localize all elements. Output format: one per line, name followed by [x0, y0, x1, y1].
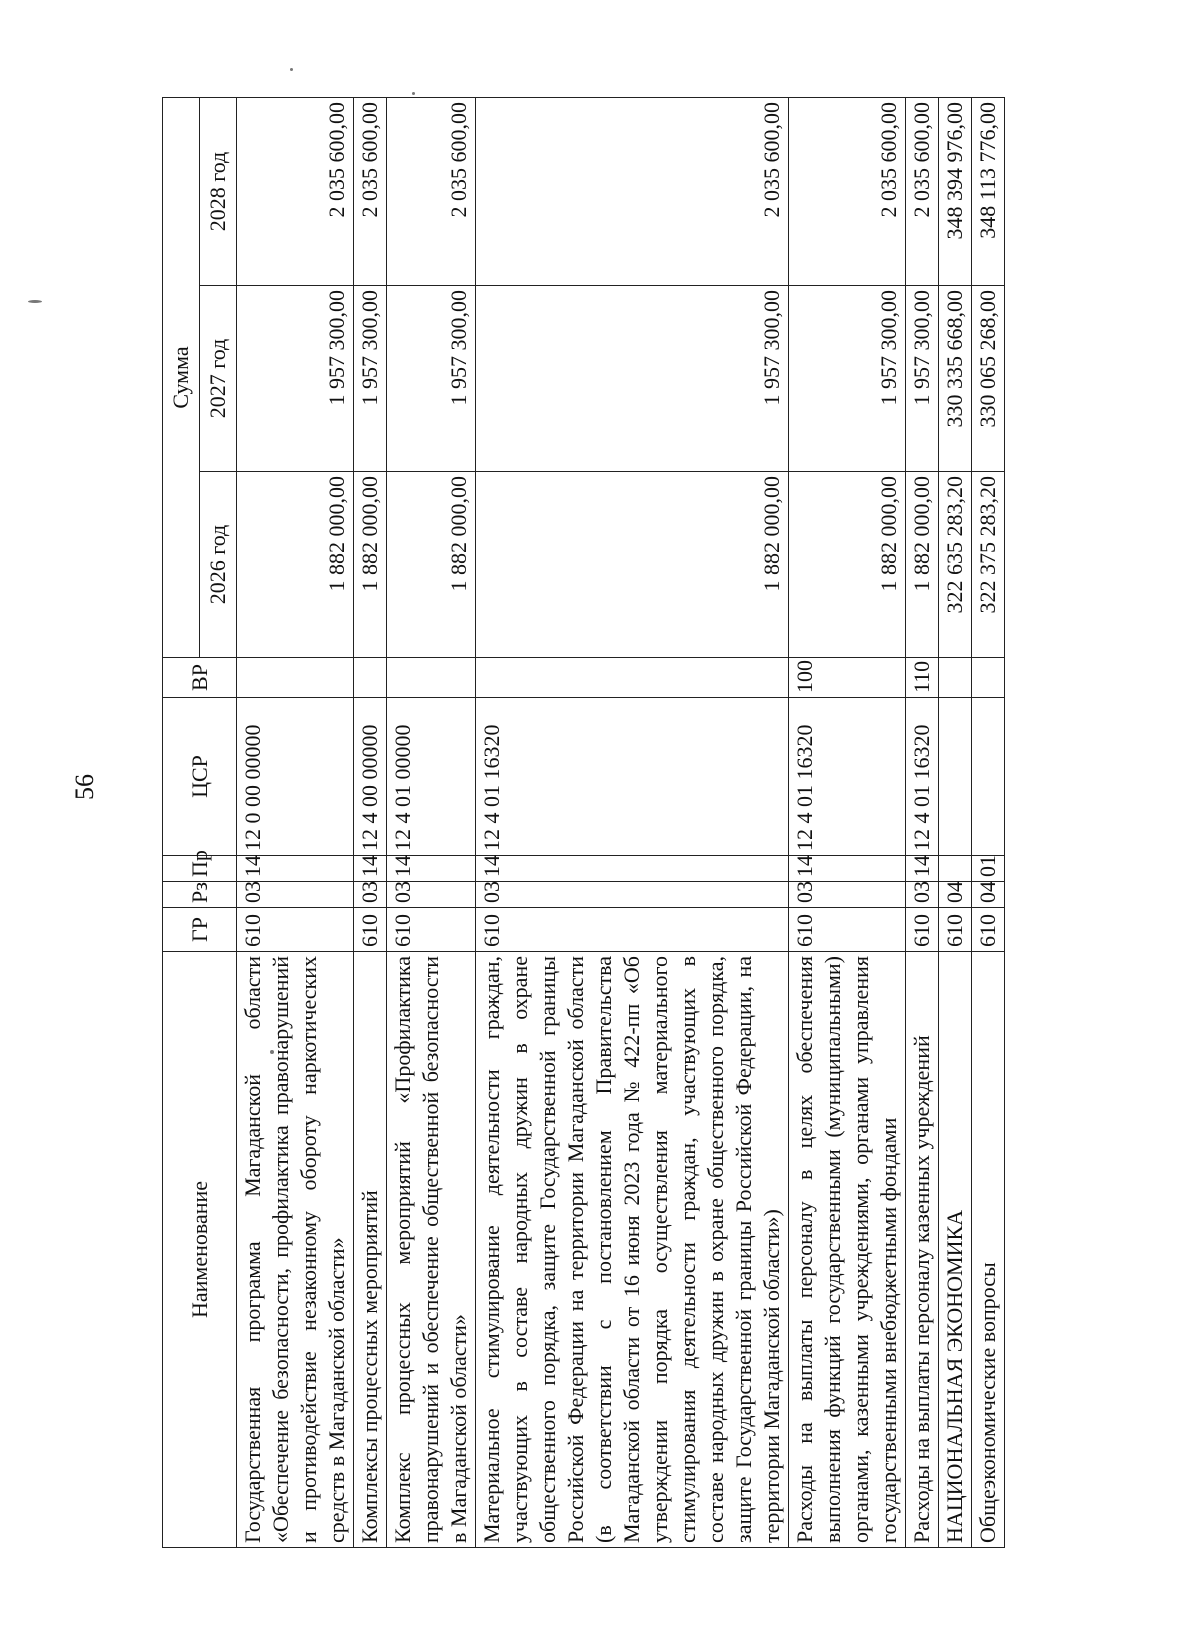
- cell-name: Общеэкономические вопросы: [972, 952, 1005, 1548]
- cell-gr: 610: [237, 908, 354, 952]
- cell-rz: 03: [354, 882, 387, 908]
- header-rz: Рз: [163, 882, 237, 908]
- budget-table: [162, 97, 1005, 1548]
- cell-csr: 12 0 00 00000: [237, 698, 354, 856]
- cell-pr: 14: [387, 856, 476, 882]
- table-row: [237, 98, 354, 1548]
- cell-2028: 2 035 600,00: [789, 98, 906, 286]
- cell-name: Комплекс процессных мероприятий «Профилактика правонарушений и обеспечение общественной безопасности в Магаданской области»: [387, 952, 476, 1548]
- cell-rz: 03: [906, 882, 939, 908]
- cell-2028: 2 035 600,00: [476, 98, 789, 286]
- cell-2026: 1 882 000,00: [354, 472, 387, 658]
- table-row: [939, 98, 972, 1548]
- cell-pr: [939, 856, 972, 882]
- header-2026: 2026 год: [200, 472, 237, 658]
- cell-2027: 1 957 300,00: [387, 286, 476, 472]
- cell-2028: 348 394 976,00: [939, 98, 972, 286]
- cell-2026: 1 882 000,00: [476, 472, 789, 658]
- cell-csr: 12 4 00 00000: [354, 698, 387, 856]
- header-2028: 2028 год: [200, 98, 237, 286]
- cell-gr: 610: [387, 908, 476, 952]
- cell-pr: 14: [906, 856, 939, 882]
- cell-2027: 1 957 300,00: [476, 286, 789, 472]
- cell-name: Государственная программа Магаданской области «Обеспечение безопасности, профилактика правонарушений и противодействие незаконному обороту наркотических средств в Магаданской области»: [237, 952, 354, 1548]
- cell-2026: 322 635 283,20: [939, 472, 972, 658]
- cell-pr: 14: [354, 856, 387, 882]
- header-2027: 2027 год: [200, 286, 237, 472]
- cell-csr: [972, 698, 1005, 856]
- cell-csr: [939, 698, 972, 856]
- cell-name: Расходы на выплаты персоналу в целях обеспечения выполнения функций государственными (муниципальными) органами, казенными учреждениями, органами управления государственными внебюджетными фондами: [789, 952, 906, 1548]
- header-csr: ЦСР: [163, 698, 237, 856]
- table-row: [972, 98, 1005, 1548]
- cell-csr: 12 4 01 16320: [476, 698, 789, 856]
- header-pr: Пр: [163, 856, 237, 882]
- cell-gr: 610: [354, 908, 387, 952]
- cell-vr: [972, 658, 1005, 698]
- cell-2026: 1 882 000,00: [789, 472, 906, 658]
- cell-2027: 1 957 300,00: [906, 286, 939, 472]
- cell-2026: 1 882 000,00: [387, 472, 476, 658]
- cell-vr: [237, 658, 354, 698]
- cell-vr: 110: [906, 658, 939, 698]
- cell-2026: 1 882 000,00: [237, 472, 354, 658]
- header-sum: Сумма: [163, 98, 200, 658]
- cell-rz: 03: [789, 882, 906, 908]
- cell-pr: 14: [237, 856, 354, 882]
- scan-speck: [290, 68, 293, 71]
- header-gr: ГР: [163, 908, 237, 952]
- cell-csr: 12 4 01 16320: [906, 698, 939, 856]
- cell-2028: 2 035 600,00: [354, 98, 387, 286]
- table-row: [387, 98, 476, 1548]
- cell-gr: 610: [789, 908, 906, 952]
- scan-speck: [28, 300, 42, 303]
- cell-name: Комплексы процессных мероприятий: [354, 952, 387, 1548]
- cell-2026: 322 375 283,20: [972, 472, 1005, 658]
- cell-name: Материальное стимулирование деятельности граждан, участвующих в составе народных дружин в охране общественного порядка, защите Государственной границы Российской Федерации на территории Магаданской области (в соответствии с постановлением Правительства Магаданской области от 16 июня 2023 года № 422-пп «Об утверждении порядка осуществления материального стимулирования деятельности граждан, участвующих в составе народных дружин в охране общественного порядка, защите Государственной границы Российской Федерации, на территории Магаданской области»): [476, 952, 789, 1548]
- table-row: [906, 98, 939, 1548]
- cell-pr: 14: [789, 856, 906, 882]
- cell-pr: 01: [972, 856, 1005, 882]
- header-vr: ВР: [163, 658, 237, 698]
- cell-2028: 2 035 600,00: [237, 98, 354, 286]
- cell-2027: 1 957 300,00: [237, 286, 354, 472]
- cell-csr: 12 4 01 00000: [387, 698, 476, 856]
- table-row: [789, 98, 906, 1548]
- cell-2027: 330 335 668,00: [939, 286, 972, 472]
- cell-2028: 2 035 600,00: [387, 98, 476, 286]
- table-row: [476, 98, 789, 1548]
- rotated-table-container: [162, 98, 1005, 1548]
- cell-vr: [387, 658, 476, 698]
- cell-vr: [476, 658, 789, 698]
- cell-name: НАЦИОНАЛЬНАЯ ЭКОНОМИКА: [939, 952, 972, 1548]
- table-row: [354, 98, 387, 1548]
- cell-name: Расходы на выплаты персоналу казенных учреждений: [906, 952, 939, 1548]
- cell-2028: 2 035 600,00: [906, 98, 939, 286]
- cell-pr: 14: [476, 856, 789, 882]
- cell-vr: [939, 658, 972, 698]
- cell-gr: 610: [939, 908, 972, 952]
- cell-rz: 03: [476, 882, 789, 908]
- cell-gr: 610: [972, 908, 1005, 952]
- cell-rz: 03: [237, 882, 354, 908]
- scan-speck: [412, 92, 415, 95]
- cell-rz: 03: [387, 882, 476, 908]
- cell-rz: 04: [939, 882, 972, 908]
- cell-2027: 1 957 300,00: [789, 286, 906, 472]
- header-name: Наименование: [163, 952, 237, 1548]
- cell-gr: 610: [476, 908, 789, 952]
- cell-vr: 100: [789, 658, 906, 698]
- cell-2028: 348 113 776,00: [972, 98, 1005, 286]
- cell-csr: 12 4 01 16320: [789, 698, 906, 856]
- cell-2027: 1 957 300,00: [354, 286, 387, 472]
- cell-vr: [354, 658, 387, 698]
- cell-gr: 610: [906, 908, 939, 952]
- cell-rz: 04: [972, 882, 1005, 908]
- cell-2026: 1 882 000,00: [906, 472, 939, 658]
- page-number: 56: [70, 774, 99, 800]
- cell-2027: 330 065 268,00: [972, 286, 1005, 472]
